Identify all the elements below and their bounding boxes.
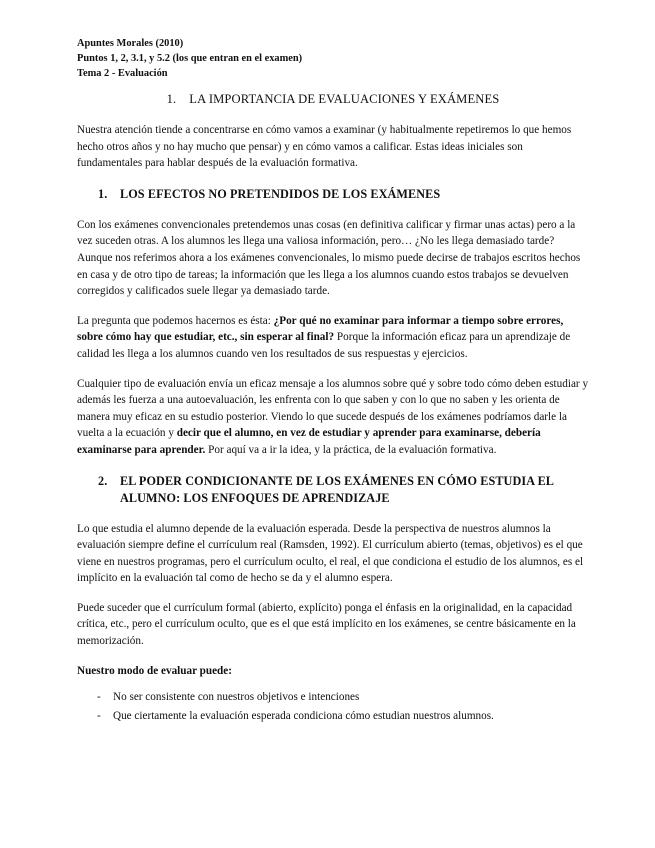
- section-1-title: LOS EFECTOS NO PRETENDIDOS DE LOS EXÁMENES: [120, 186, 441, 201]
- section-1-p3-emphasis: decir que el alumno, en vez de estudiar y aprender para examinarse, debería examinarse para aprender.: [77, 427, 541, 456]
- document-title-text: LA IMPORTANCIA DE EVALUACIONES Y EXÁMENES: [189, 92, 500, 106]
- header-line-2: Puntos 1, 2, 3.1, y 5.2 (los que entran en el examen): [77, 53, 303, 64]
- section-2-subheading: Nuestro modo de evaluar puede:: [77, 664, 232, 677]
- section-2-paragraph-1: Lo que estudia el alumno depende de la evaluación esperada. Desde la perspectiva de nuestros alumnos la evaluación siempre define el currículum real (Ramsden, 1992). El currículum abierto (temas, objetivos) es el que viene en nuestros programas, pero el currículum oculto, el real, el que condiciona el estudio de los alumnos, es el implícito en la evaluación tal como de hecho se da y el alumno espera.: [77, 522, 584, 585]
- section-2-bullet-list: [77, 689, 589, 724]
- section-1-number: 1.: [98, 186, 108, 201]
- section-1-p2-question: ¿Por qué no examinar para informar a tiempo sobre errores, sobre cómo hay que estudiar, etc., sin esperar al final?: [77, 314, 564, 344]
- section-2-heading: [77, 473, 589, 507]
- intro-paragraph: Nuestra atención tiende a concentrarse en cómo vamos a examinar (y habitualmente repetiremos lo que hemos hecho otros años y no hay mucho que pensar) y en cómo vamos a calificar. Estas ideas iniciales son fundamentales para hablar después de la evaluación formativa.: [77, 124, 572, 170]
- list-item: [77, 708, 589, 725]
- section-1-p3-tail: Por aquí va a ir la idea, y la práctica, de la evaluación formativa.: [205, 443, 497, 456]
- section-1-paragraph-1: Con los exámenes convencionales pretendemos unas cosas (en definitiva calificar y firmar unas actas) pero a la vez suceden otras. A los alumnos les llega una valiosa información, pero… ¿No les llega demasiado tarde? Aunque nos referimos ahora a los exámenes convencionales, lo mismo puede decirse de trabajos escritos hechos en casa y de otro tipo de tareas; la información que les llega a los alumnos cuando estos trabajos se devuelven corregidos y calificados suele llegar ya demasiado tarde.: [77, 218, 581, 298]
- section-1-p2-tail: Porque la información eficaz para un aprendizaje de calidad les llega a los alumnos cuando ven los resultados de sus respuestas y ejercicios.: [77, 331, 571, 360]
- list-item-dash: -: [97, 691, 101, 704]
- section-2-title: EL PODER CONDICIONANTE DE LOS EXÁMENES EN CÓMO ESTUDIA EL ALUMNO: LOS ENFOQUES DE APRENDIZAJE: [120, 473, 554, 505]
- document-title: [77, 90, 589, 108]
- list-item: [77, 689, 589, 706]
- section-1-heading: [77, 186, 589, 203]
- section-1-paragraph-3: [77, 376, 589, 459]
- header-line-3: Tema 2 - Evaluación: [77, 68, 168, 79]
- section-1-paragraph-2: [77, 313, 589, 363]
- list-item-text: Que ciertamente la evaluación esperada condiciona cómo estudian nuestros alumnos.: [113, 709, 494, 722]
- section-1-p3-lead: Cualquier tipo de evaluación envía un eficaz mensaje a los alumnos sobre qué y sobre todo cómo deben estudiar y además les fuerza a una autoevaluación, les enfrenta con lo que saben y con lo que no saben y les orienta de manera muy eficaz en su estudio posterior. Viendo lo que sucede después de los exámenes podríamos darle la vuelta a la ecuación y: [77, 377, 589, 440]
- section-1-p2-lead: La pregunta que podemos hacernos es ésta:: [77, 314, 274, 327]
- list-item-text: No ser consistente con nuestros objetivos e intenciones: [113, 691, 360, 704]
- header-line-1: Apuntes Morales (2010): [77, 38, 184, 49]
- section-2-number: 2.: [98, 473, 108, 488]
- section-2-paragraph-2: Puede suceder que el currículum formal (abierto, explícito) ponga el énfasis en la originalidad, en la capacidad crítica, etc., pero el currículum oculto, que es el que está implícito en los exámenes, se centre básicamente en la memorización.: [77, 601, 576, 648]
- list-item-dash: -: [97, 709, 101, 722]
- document-title-number: 1.: [166, 92, 177, 106]
